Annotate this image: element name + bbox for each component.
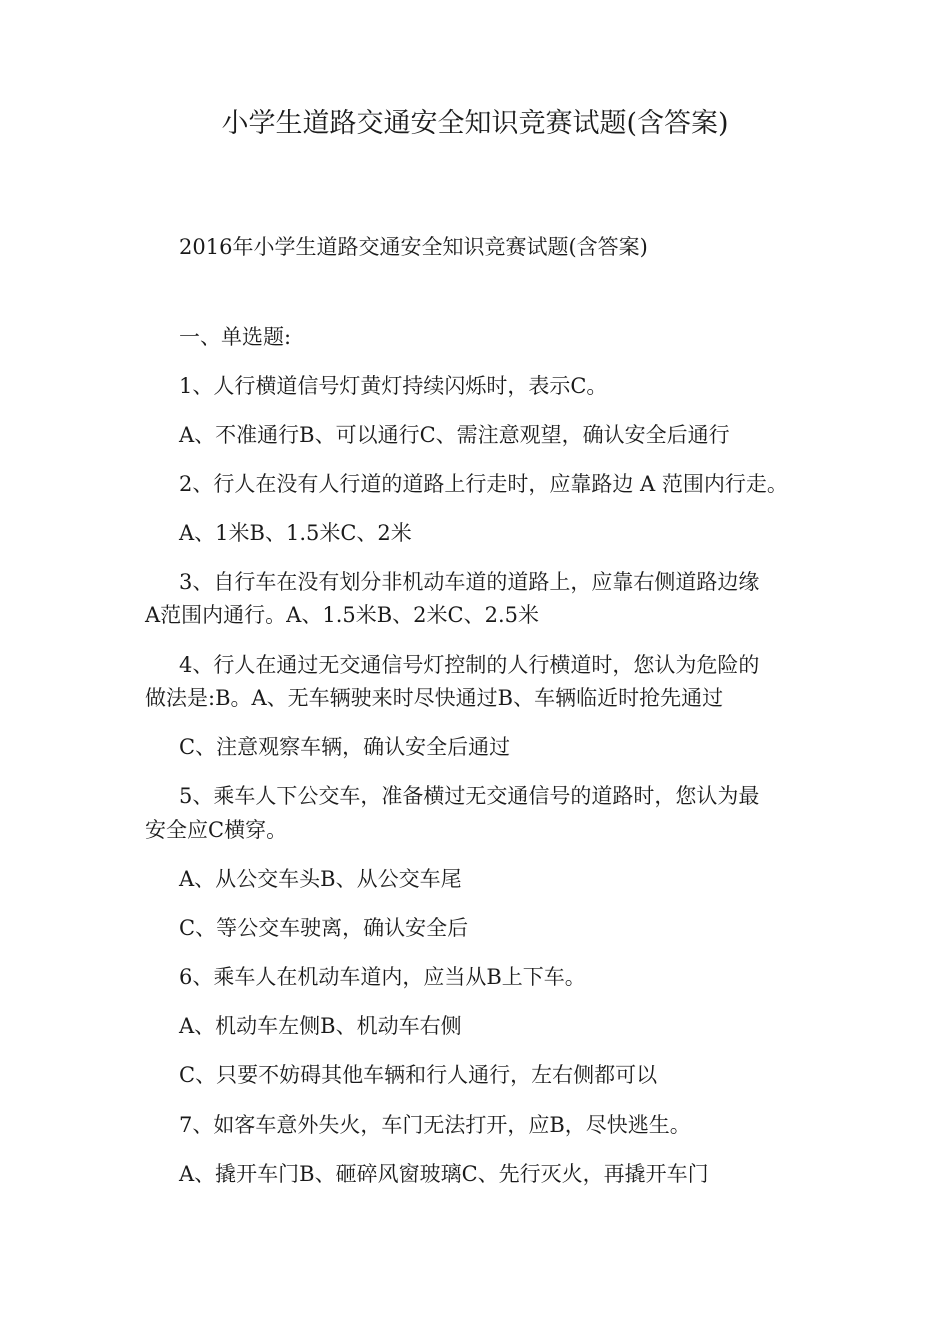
question-7: 7、如客车意外失火，车门无法打开，应B，尽快逃生。 (179, 1113, 691, 1137)
question-3: 3、自行车在没有划分非机动车道的道路上，应靠右侧道路边缘 (179, 570, 760, 594)
question-1: 1、人行横道信号灯黄灯持续闪烁时，表示C。 (179, 374, 608, 398)
question-6: 6、乘车人在机动车道内，应当从B上下车。 (179, 965, 586, 989)
question-2: 2、行人在没有人行道的道路上行走时，应靠路边 A 范围内行走。 (179, 472, 788, 496)
question-5-options: A、从公交车头B、从公交车尾 (179, 867, 462, 891)
question-4-option-c: C、注意观察车辆，确认安全后通过 (179, 735, 511, 759)
question-6-option-c: C、只要不妨碍其他车辆和行人通行，左右侧都可以 (179, 1063, 658, 1087)
question-6-options: A、机动车左侧B、机动车右侧 (179, 1014, 462, 1038)
question-7-options: A、撬开车门B、砸碎风窗玻璃C、先行灭火，再撬开车门 (179, 1162, 709, 1186)
question-5-option-c: C、等公交车驶离，确认安全后 (179, 916, 469, 940)
question-2-options: A、1米B、1.5米C、2米 (179, 521, 412, 545)
section-heading: 一、单选题: (179, 325, 292, 349)
question-3-continued: A范围内通行。A、1.5米B、2米C、2.5米 (145, 603, 539, 627)
document-title: 小学生道路交通安全知识竞赛试题(含答案) (221, 108, 729, 139)
document-subtitle: 2016年小学生道路交通安全知识竞赛试题(含答案) (179, 235, 648, 259)
question-1-options: A、不准通行B、可以通行C、需注意观望，确认安全后通行 (179, 423, 730, 447)
question-5: 5、乘车人下公交车，准备横过无交通信号的道路时，您认为最 (179, 784, 760, 808)
question-5-continued: 安全应C横穿。 (145, 818, 288, 842)
question-4-continued: 做法是:B。A、无车辆驶来时尽快通过B、车辆临近时抢先通过 (145, 686, 724, 710)
question-4: 4、行人在通过无交通信号灯控制的人行横道时，您认为危险的 (179, 653, 760, 677)
